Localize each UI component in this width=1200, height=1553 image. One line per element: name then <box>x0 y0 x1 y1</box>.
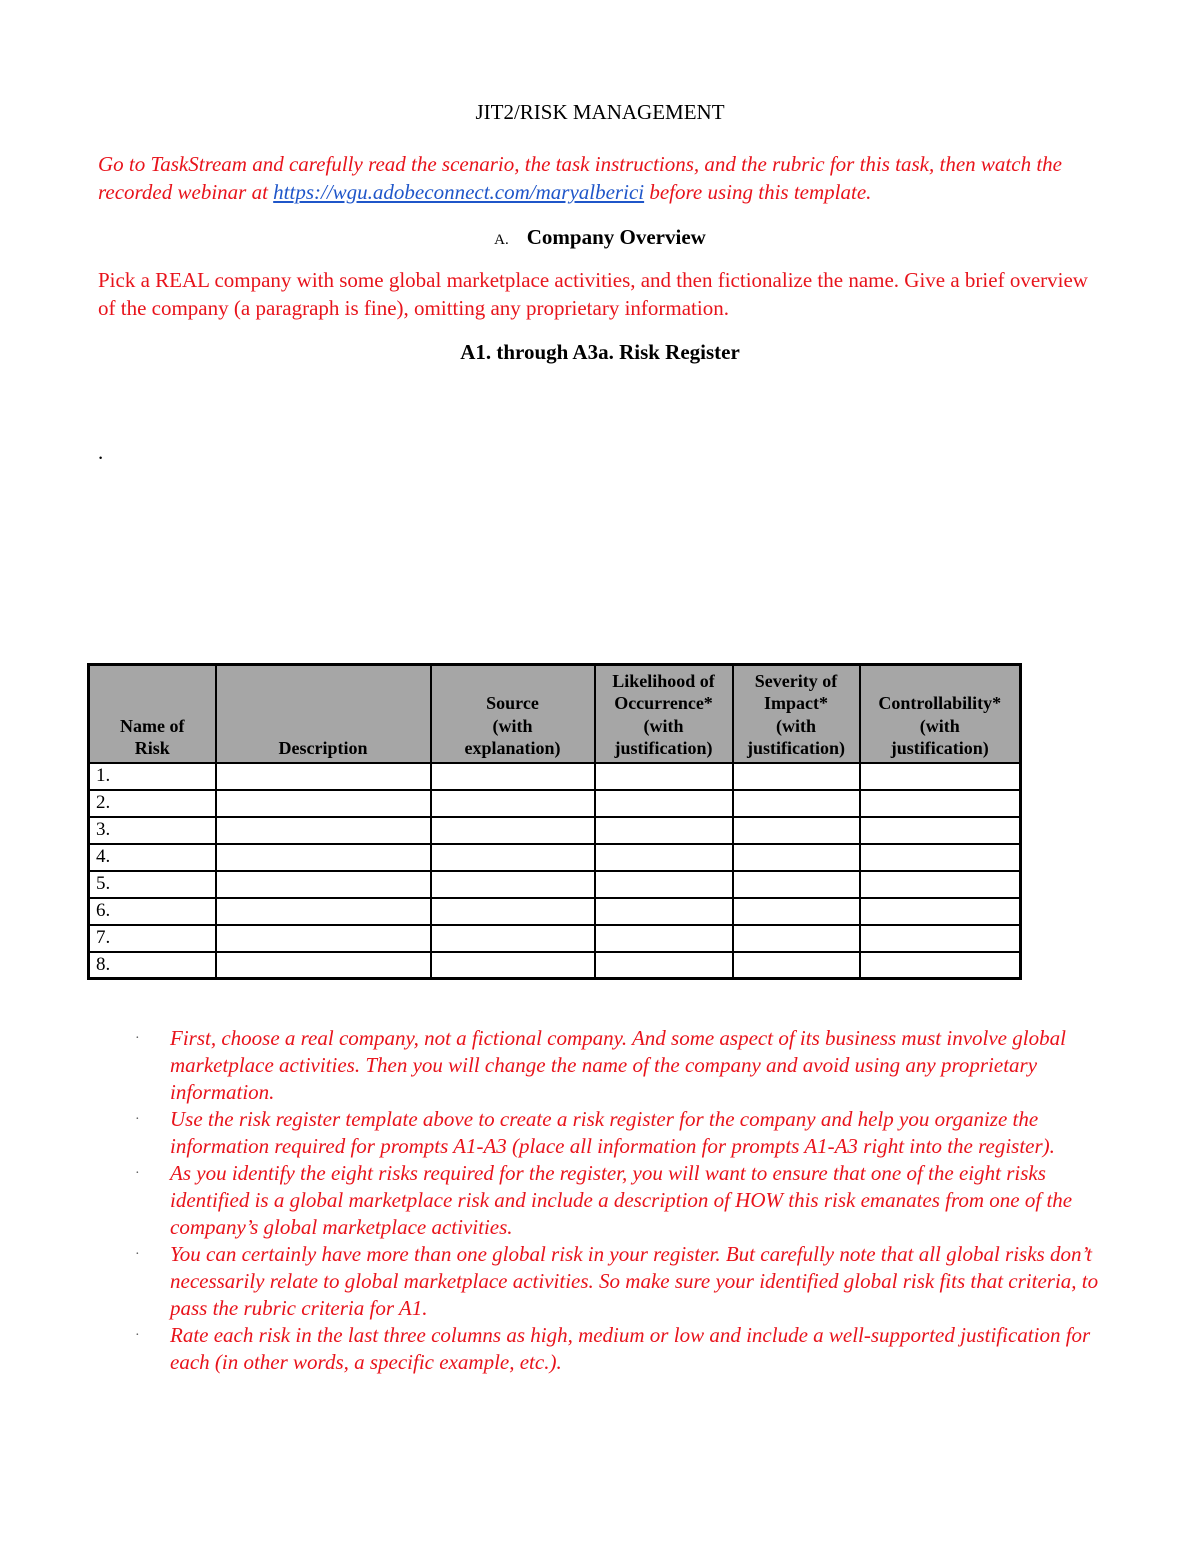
risk-number-cell[interactable]: 1. <box>89 763 216 790</box>
severity-cell[interactable] <box>733 763 860 790</box>
risk-number-cell[interactable]: 7. <box>89 925 216 952</box>
instruction-notes-list <box>130 1025 1110 1376</box>
section-a-letter: A. <box>494 232 509 248</box>
risk-number-cell[interactable]: 8. <box>89 952 216 979</box>
source-cell[interactable] <box>431 898 595 925</box>
list-item <box>130 1241 1110 1322</box>
severity-cell[interactable] <box>733 871 860 898</box>
description-cell[interactable] <box>216 763 431 790</box>
likelihood-cell[interactable] <box>595 898 733 925</box>
source-cell[interactable] <box>431 763 595 790</box>
controllability-cell[interactable] <box>860 898 1021 925</box>
list-item <box>130 1160 1110 1241</box>
severity-cell[interactable] <box>733 898 860 925</box>
source-cell[interactable] <box>431 952 595 979</box>
company-overview-instructions: Pick a REAL company with some global marketplace activities, and then fictionalize the name. Give a brief overview of the company (a paragraph is fine), omitting any proprietary information. <box>98 268 1088 320</box>
controllability-cell[interactable] <box>860 817 1021 844</box>
risk-number-cell[interactable]: 3. <box>89 817 216 844</box>
intro-text-before: Go to TaskStream and carefully read the scenario, the task instructions, and the rubric for this task, then watch the recorded webinar at <box>98 152 1062 204</box>
stray-mark: . <box>98 440 104 464</box>
source-cell[interactable] <box>431 925 595 952</box>
description-cell[interactable] <box>216 817 431 844</box>
table-row <box>89 898 1021 925</box>
likelihood-cell[interactable] <box>595 790 733 817</box>
risk-number-cell[interactable]: 2. <box>89 790 216 817</box>
likelihood-cell[interactable] <box>595 925 733 952</box>
risk-number-cell[interactable]: 4. <box>89 844 216 871</box>
section-a-title: Company Overview <box>526 225 706 249</box>
intro-text-after: before using this template. <box>644 180 872 204</box>
table-header-row <box>89 665 1021 763</box>
controllability-cell[interactable] <box>860 763 1021 790</box>
bullet-icon: · <box>135 1247 140 1262</box>
header-description: Description <box>216 665 431 763</box>
intro-instructions <box>98 150 1108 206</box>
controllability-cell[interactable] <box>860 790 1021 817</box>
severity-cell[interactable] <box>733 790 860 817</box>
header-name-of-risk: Name of Risk <box>89 665 216 763</box>
description-cell[interactable] <box>216 898 431 925</box>
table-row <box>89 871 1021 898</box>
note-text: Use the risk register template above to create a risk register for the company and help you organize the information required for prompts A1-A3 (place all information for prompts A1-A3 right into the register). <box>170 1107 1055 1158</box>
source-cell[interactable] <box>431 790 595 817</box>
header-source: Source (with explanation) <box>431 665 595 763</box>
header-severity: Severity of Impact* (with justification) <box>733 665 860 763</box>
severity-cell[interactable] <box>733 844 860 871</box>
description-cell[interactable] <box>216 871 431 898</box>
risk-number-cell[interactable]: 5. <box>89 871 216 898</box>
likelihood-cell[interactable] <box>595 817 733 844</box>
list-item <box>130 1322 1110 1376</box>
table-row <box>89 817 1021 844</box>
description-cell[interactable] <box>216 844 431 871</box>
likelihood-cell[interactable] <box>595 871 733 898</box>
table-row <box>89 952 1021 979</box>
description-cell[interactable] <box>216 790 431 817</box>
header-controllability: Controllability* (with justification) <box>860 665 1021 763</box>
severity-cell[interactable] <box>733 925 860 952</box>
table-row <box>89 790 1021 817</box>
risk-number-cell[interactable]: 6. <box>89 898 216 925</box>
controllability-cell[interactable] <box>860 844 1021 871</box>
risk-register-heading: A1. through A3a. Risk Register <box>460 340 740 364</box>
severity-cell[interactable] <box>733 952 860 979</box>
note-text: You can certainly have more than one global risk in your register. But carefully note that all global risks don’t necessarily relate to global marketplace activities. So make sure your identified global risk fits that criteria, to pass the rubric criteria for A1. <box>170 1242 1099 1320</box>
table-row <box>89 844 1021 871</box>
bullet-icon: · <box>135 1031 140 1046</box>
page-title: JIT2/RISK MANAGEMENT <box>475 100 725 124</box>
risk-register-table <box>87 663 1022 980</box>
webinar-link[interactable]: https://wgu.adobeconnect.com/maryalberici <box>273 180 645 204</box>
likelihood-cell[interactable] <box>595 844 733 871</box>
controllability-cell[interactable] <box>860 925 1021 952</box>
likelihood-cell[interactable] <box>595 763 733 790</box>
note-text: Rate each risk in the last three columns as high, medium or low and include a well-supported justification for each (in other words, a specific example, etc.). <box>170 1323 1091 1374</box>
list-item <box>130 1025 1110 1106</box>
controllability-cell[interactable] <box>860 871 1021 898</box>
description-cell[interactable] <box>216 952 431 979</box>
header-likelihood: Likelihood of Occurrence* (with justification) <box>595 665 733 763</box>
controllability-cell[interactable] <box>860 952 1021 979</box>
severity-cell[interactable] <box>733 817 860 844</box>
source-cell[interactable] <box>431 871 595 898</box>
bullet-icon: · <box>135 1112 140 1127</box>
source-cell[interactable] <box>431 817 595 844</box>
bullet-icon: · <box>135 1328 140 1343</box>
likelihood-cell[interactable] <box>595 952 733 979</box>
note-text: As you identify the eight risks required for the register, you will want to ensure that one of the eight risks identified is a global marketplace risk and include a description of HOW this risk emanates from one of the company’s global marketplace activities. <box>170 1161 1073 1239</box>
description-cell[interactable] <box>216 925 431 952</box>
note-text: First, choose a real company, not a fictional company. And some aspect of its business must involve global marketplace activities. Then you will change the name of the company and avoid using any proprietary information. <box>170 1026 1066 1104</box>
table-row <box>89 925 1021 952</box>
list-item <box>130 1106 1110 1160</box>
table-row <box>89 763 1021 790</box>
source-cell[interactable] <box>431 844 595 871</box>
bullet-icon: · <box>135 1166 140 1181</box>
section-a-heading <box>0 225 1200 250</box>
